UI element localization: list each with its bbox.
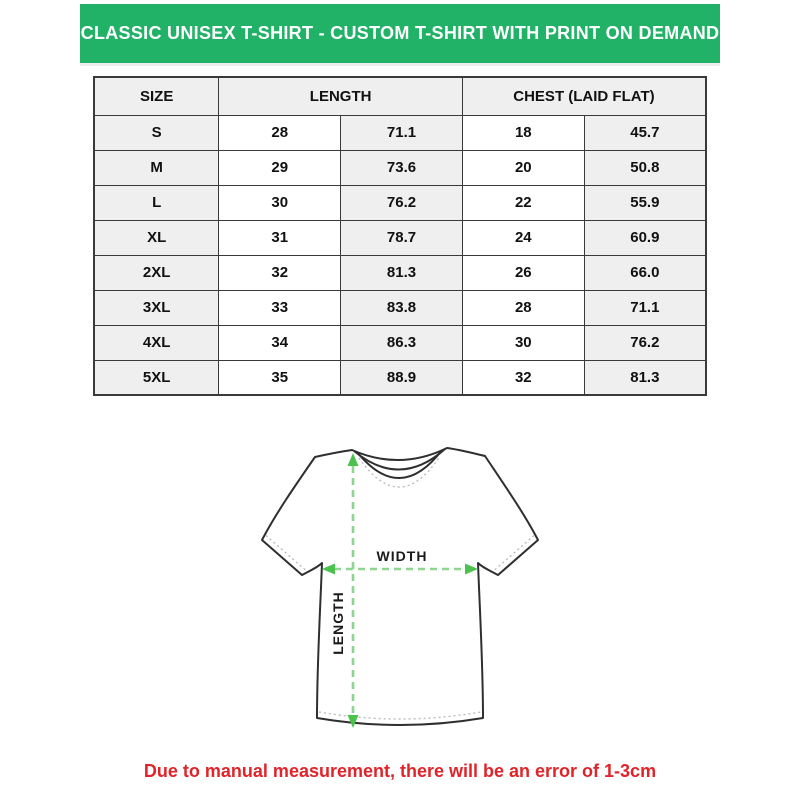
column-header-length: LENGTH (219, 77, 463, 115)
header-row (94, 77, 706, 115)
value-cell: 28 (462, 290, 584, 325)
value-cell: 18 (462, 115, 584, 150)
tshirt-measurement-diagram (240, 425, 560, 755)
table-row (94, 290, 706, 325)
value-cell: 28 (219, 115, 341, 150)
size-chart-table (93, 76, 707, 396)
value-cell: 34 (219, 325, 341, 360)
value-cell: 71.1 (341, 115, 463, 150)
column-header-size: SIZE (94, 77, 219, 115)
tshirt-illustration (240, 425, 560, 755)
value-cell: 60.9 (584, 220, 706, 255)
value-cell: 32 (219, 255, 341, 290)
table-row (94, 360, 706, 395)
value-cell: 73.6 (341, 150, 463, 185)
size-cell: M (94, 150, 219, 185)
value-cell: 26 (462, 255, 584, 290)
measurement-error-note: Due to manual measurement, there will be an error of 1-3cm (143, 761, 657, 781)
size-cell: L (94, 185, 219, 220)
value-cell: 24 (462, 220, 584, 255)
value-cell: 50.8 (584, 150, 706, 185)
value-cell: 76.2 (341, 185, 463, 220)
value-cell: 20 (462, 150, 584, 185)
page-title: CLASSIC UNISEX T-SHIRT - CUSTOM T-SHIRT WITH PRINT ON DEMAND (80, 23, 720, 43)
size-cell: S (94, 115, 219, 150)
table-row (94, 220, 706, 255)
size-cell: 2XL (94, 255, 219, 290)
value-cell: 22 (462, 185, 584, 220)
value-cell: 83.8 (341, 290, 463, 325)
value-cell: 76.2 (584, 325, 706, 360)
size-cell: XL (94, 220, 219, 255)
value-cell: 88.9 (341, 360, 463, 395)
length-dimension-label: LENGTH (330, 591, 346, 655)
value-cell: 81.3 (341, 255, 463, 290)
value-cell: 29 (219, 150, 341, 185)
title-banner (80, 4, 720, 63)
table-row (94, 185, 706, 220)
size-cell: 5XL (94, 360, 219, 395)
column-header-chest: CHEST (LAID FLAT) (462, 77, 706, 115)
size-chart-header (94, 77, 706, 115)
value-cell: 30 (462, 325, 584, 360)
value-cell: 66.0 (584, 255, 706, 290)
table-row (94, 115, 706, 150)
size-table-body (94, 115, 706, 395)
value-cell: 86.3 (341, 325, 463, 360)
size-cell: 3XL (94, 290, 219, 325)
table-row (94, 255, 706, 290)
width-dimension-label: WIDTH (376, 548, 428, 564)
value-cell: 32 (462, 360, 584, 395)
value-cell: 35 (219, 360, 341, 395)
value-cell: 31 (219, 220, 341, 255)
value-cell: 30 (219, 185, 341, 220)
value-cell: 45.7 (584, 115, 706, 150)
tshirt-outline (262, 448, 538, 725)
value-cell: 81.3 (584, 360, 706, 395)
size-cell: 4XL (94, 325, 219, 360)
value-cell: 55.9 (584, 185, 706, 220)
table-row (94, 150, 706, 185)
value-cell: 71.1 (584, 290, 706, 325)
value-cell: 33 (219, 290, 341, 325)
value-cell: 78.7 (341, 220, 463, 255)
table-row (94, 325, 706, 360)
